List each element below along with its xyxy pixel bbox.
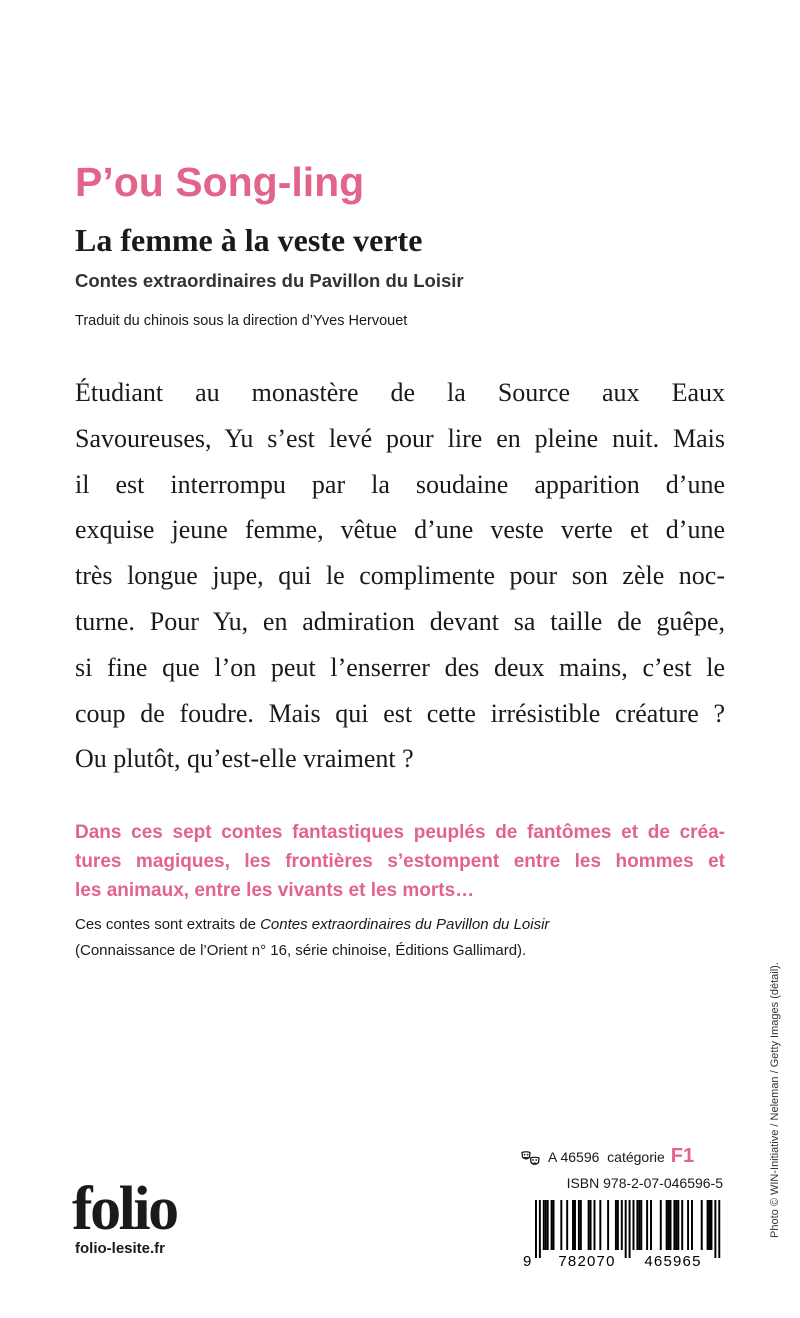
barcode-bar — [675, 1200, 677, 1250]
barcode-bar — [572, 1200, 574, 1250]
barcode-bar — [590, 1200, 592, 1250]
barcode — [521, 1200, 723, 1270]
barcode-bar — [636, 1200, 638, 1250]
barcode-bar — [709, 1200, 711, 1250]
barcode-digits-right: 465965 — [644, 1253, 702, 1270]
source-line-1 — [75, 912, 725, 938]
barcode-bar — [714, 1200, 716, 1258]
publisher-website: folio-lesite.fr — [75, 1240, 166, 1257]
barcode-bar — [615, 1200, 617, 1250]
barcode-digits-left: 782070 — [558, 1253, 616, 1270]
barcode-bar — [633, 1200, 635, 1250]
barcode-bar — [621, 1200, 623, 1250]
barcode-bar — [650, 1200, 652, 1250]
catalog-info — [521, 1146, 723, 1270]
blurb-line: si fine que l’on peut l’enserrer des deux mains, c’est le — [75, 652, 725, 682]
blurb-line: Ou plutôt, qu’est-elle vraiment ? — [75, 744, 414, 774]
barcode-digit-first: 9 — [523, 1253, 532, 1270]
barcode-bar — [539, 1200, 541, 1258]
barcode-bar — [629, 1200, 631, 1258]
barcode-bar — [673, 1200, 675, 1250]
blurb-paragraph — [75, 370, 725, 782]
barcode-bar — [707, 1200, 709, 1250]
barcode-bars — [535, 1200, 720, 1258]
barcode-bar — [545, 1200, 547, 1250]
barcode-bar — [711, 1200, 713, 1250]
barcode-bar — [547, 1200, 549, 1250]
blurb-line: il est interrompu par la soudaine apparition d’une — [75, 469, 725, 499]
barcode-bar — [551, 1200, 553, 1250]
barcode-bar — [599, 1200, 601, 1250]
blurb-line: turne. Pour Yu, en admiration devant sa taille de guêpe, — [75, 606, 725, 636]
isbn: ISBN 978-2-07-046596-5 — [566, 1175, 723, 1191]
source-work-title: Contes extraordinaires du Pavillon du Loisir — [260, 916, 550, 933]
barcode-bar — [677, 1200, 679, 1250]
barcode-bar — [566, 1200, 568, 1250]
barcode-bar — [578, 1200, 580, 1250]
author-name: P’ou Song-ling — [75, 159, 365, 205]
barcode-bar — [580, 1200, 582, 1250]
pitch-paragraph — [75, 818, 725, 905]
barcode-bar — [646, 1200, 648, 1250]
book-title: La femme à la veste verte — [75, 222, 423, 258]
pitch-line: Dans ces sept contes fantastiques peuplés de fantômes et de créa- — [75, 822, 725, 843]
barcode-bar — [687, 1200, 689, 1250]
source-note — [75, 912, 725, 964]
barcode-bar — [535, 1200, 537, 1258]
blurb-line: coup de foudre. Mais qui est cette irrésistible créature ? — [75, 698, 725, 728]
barcode-bar — [588, 1200, 590, 1250]
barcode-bar — [670, 1200, 672, 1250]
catalog-row — [521, 1146, 723, 1172]
barcode-bar — [681, 1200, 683, 1250]
catalog-reference: A 46596 — [548, 1149, 600, 1165]
photo-credit: Photo © WIN-Initiative / Neleman / Getty Images (détail). — [769, 962, 781, 1238]
category-code: F1 — [670, 1145, 695, 1167]
source-line-2: (Connaissance de l’Orient n° 16, série chinoise, Éditions Gallimard). — [75, 942, 527, 959]
pitch-line: les animaux, entre les vivants et les morts… — [75, 880, 475, 901]
barcode-bar — [640, 1200, 642, 1250]
pitch-line: tures magiques, les frontières s’estompent entre les hommes et — [75, 851, 725, 872]
barcode-bar — [594, 1200, 596, 1250]
book-subtitle: Contes extraordinaires du Pavillon du Loisir — [75, 270, 464, 291]
theatre-masks-icon — [521, 1151, 540, 1167]
barcode-bar — [553, 1200, 555, 1250]
barcode-bar — [574, 1200, 576, 1250]
barcode-bar — [666, 1200, 668, 1250]
category-label: catégorie — [607, 1149, 665, 1165]
source-prefix: Ces contes sont extraits de — [75, 916, 261, 933]
blurb-line: exquise jeune femme, vêtue d’une veste verte et d’une — [75, 515, 725, 545]
blurb-line: Étudiant au monastère de la Source aux Eaux — [75, 378, 725, 407]
barcode-bar — [701, 1200, 703, 1250]
translator-credit: Traduit du chinois sous la direction d’Yves Hervouet — [75, 313, 408, 329]
barcode-bar — [560, 1200, 562, 1250]
barcode-bar — [543, 1200, 545, 1250]
barcode-bar — [625, 1200, 627, 1258]
barcode-bar — [668, 1200, 670, 1250]
barcode-bar — [660, 1200, 662, 1250]
folio-logo: folio — [72, 1175, 177, 1243]
barcode-bar — [617, 1200, 619, 1250]
blurb-line: très longue jupe, qui le complimente pour son zèle noc- — [75, 561, 725, 591]
barcode-bar — [691, 1200, 693, 1250]
barcode-bar — [607, 1200, 609, 1250]
barcode-bar — [718, 1200, 720, 1258]
barcode-bar — [638, 1200, 640, 1250]
blurb-line: Savoureuses, Yu s’est levé pour lire en pleine nuit. Mais — [75, 423, 725, 453]
